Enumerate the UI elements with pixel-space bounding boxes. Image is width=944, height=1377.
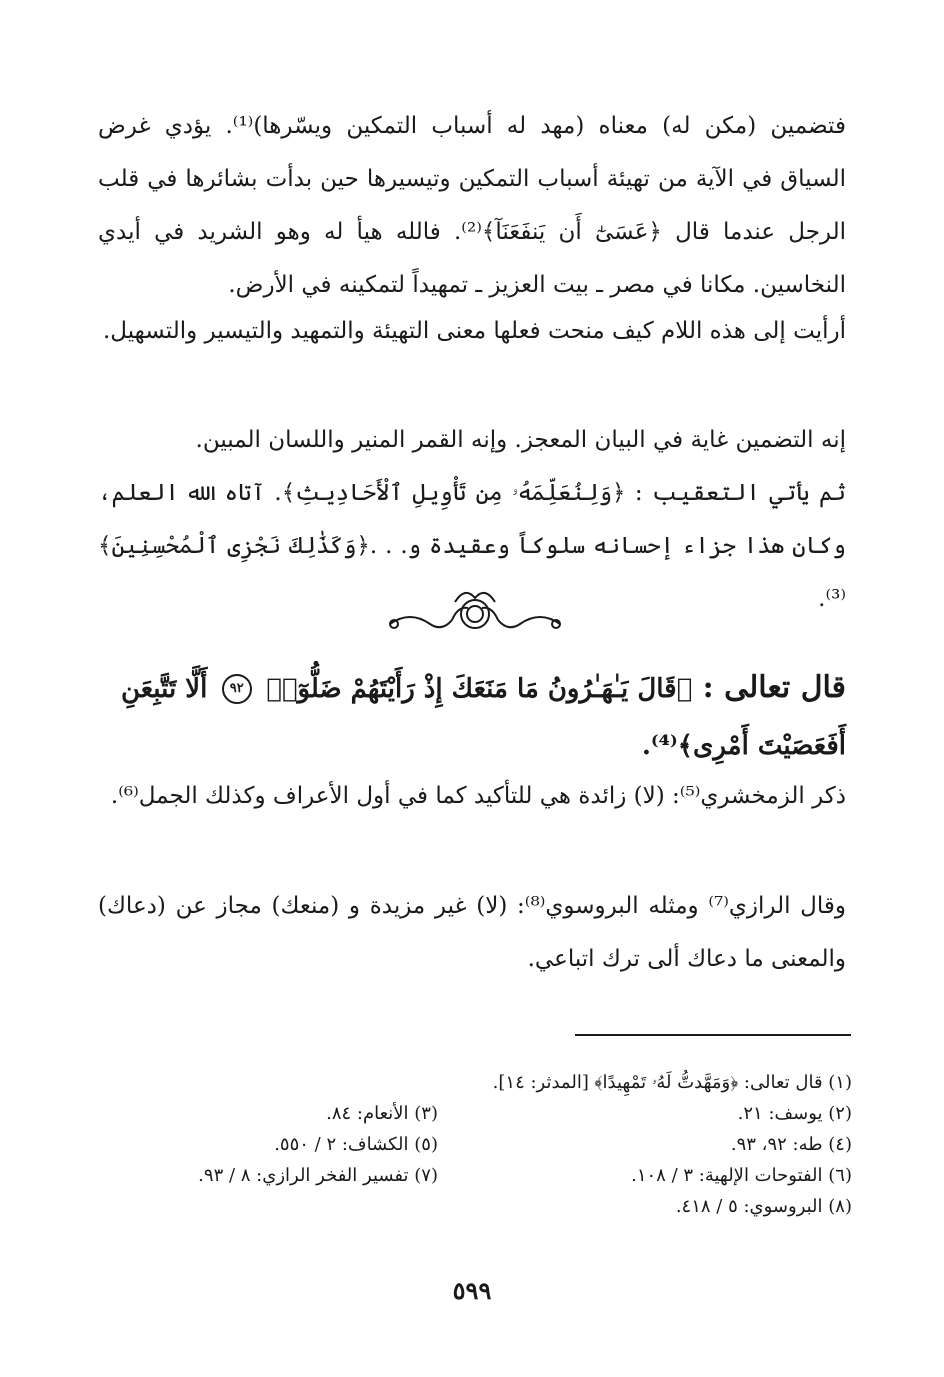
ayah-number-badge: ٩٢ <box>222 674 252 704</box>
footnote-3: (٣) الأنعام: ٨٤. <box>326 1103 438 1124</box>
paragraph-5: ذكر الزمخشري⁽⁵⁾: (لا) زائدة هي للتأكيد كما في أول الأعراف وكذلك الجمل⁽⁶⁾. <box>110 783 846 809</box>
footnote-1: (١) قال تعالى: ﴿وَمَهَّدتُّ لَهُۥ تَمْهِيدًا﴾ [المدثر: ١٤]. <box>492 1072 852 1093</box>
ornament-divider <box>380 580 570 640</box>
quran-heading <box>98 660 846 774</box>
heading-ayah-continuation: أَلَّا تَتَّبِعَنِ أَفَعَصَيْتَ أَمْرِى﴾⁽⁴⁾. <box>120 674 846 761</box>
heading-label: قال تعالى : <box>702 670 846 705</box>
footnote-6: (٦) الفتوحات الإلهية: ٣ / ١٠٨. <box>631 1165 852 1186</box>
paragraph-4: ثم يأتي التعقيب : ﴿وَلِنُعَلِّمَهُۥ مِن تَأْوِيلِ ٱلْأَحَادِيثِ﴾. آتاه الله العلم، وكان هذا جزاء إحسانه سلوكاً وعقيدة و. . .﴿وَكَذَٰلِكَ نَجْزِى ٱلْمُحْسِنِينَ﴾⁽³⁾. <box>98 480 846 612</box>
footnote-4: (٤) طه: ٩٢، ٩٣. <box>730 1134 852 1155</box>
heading-ayah: ﴿قَالَ يَـٰهَـٰرُونُ مَا مَنَعَكَ إِذْ رَأَيْتَهُمْ ضَلُّوٓا۟ <box>266 674 693 704</box>
page-number: ٥٩٩ <box>452 1276 492 1305</box>
footnote-separator <box>575 1034 851 1036</box>
footnote-8: (٨) البروسوي: ٥ / ٤١٨. <box>675 1196 852 1217</box>
footnote-2: (٢) يوسف: ٢١. <box>737 1103 852 1124</box>
paragraph-2: أرأيت إلى هذه اللام كيف منحت فعلها معنى التهيئة والتمهيد والتيسير والتسهيل. <box>103 318 846 344</box>
footnote-5: (٥) الكشاف: ٢ / ٥٥٠. <box>274 1134 438 1155</box>
paragraph-3: إنه التضمين غاية في البيان المعجز. وإنه القمر المنير واللسان المبين. <box>195 427 846 453</box>
paragraph-6: وقال الرازي⁽⁷⁾ ومثله البروسوي⁽⁸⁾: (لا) غير مزيدة و (منعك) مجاز عن (دعاك) والمعنى ما دعاك ألى ترك اتباعي. <box>98 893 846 972</box>
footnote-7: (٧) تفسير الفخر الرازي: ٨ / ٩٣. <box>198 1165 438 1186</box>
paragraph-1: فتضمين (مكن له) معناه (مهد له أسباب التمكين ويسّرها)⁽¹⁾. يؤدي غرض السياق في الآية من تهيئة أسباب التمكين وتيسيرها حين بدأت بشائرها في قلب الرجل عندما قال ﴿عَسَىٰٓ أَن يَنفَعَنَآ﴾⁽²⁾. فالله هيأ له وهو الشريد في أيدي النخاسين. مكانا في مصر ـ بيت العزيز ـ تمهيداً لتمكينه في الأرض. <box>98 113 846 298</box>
